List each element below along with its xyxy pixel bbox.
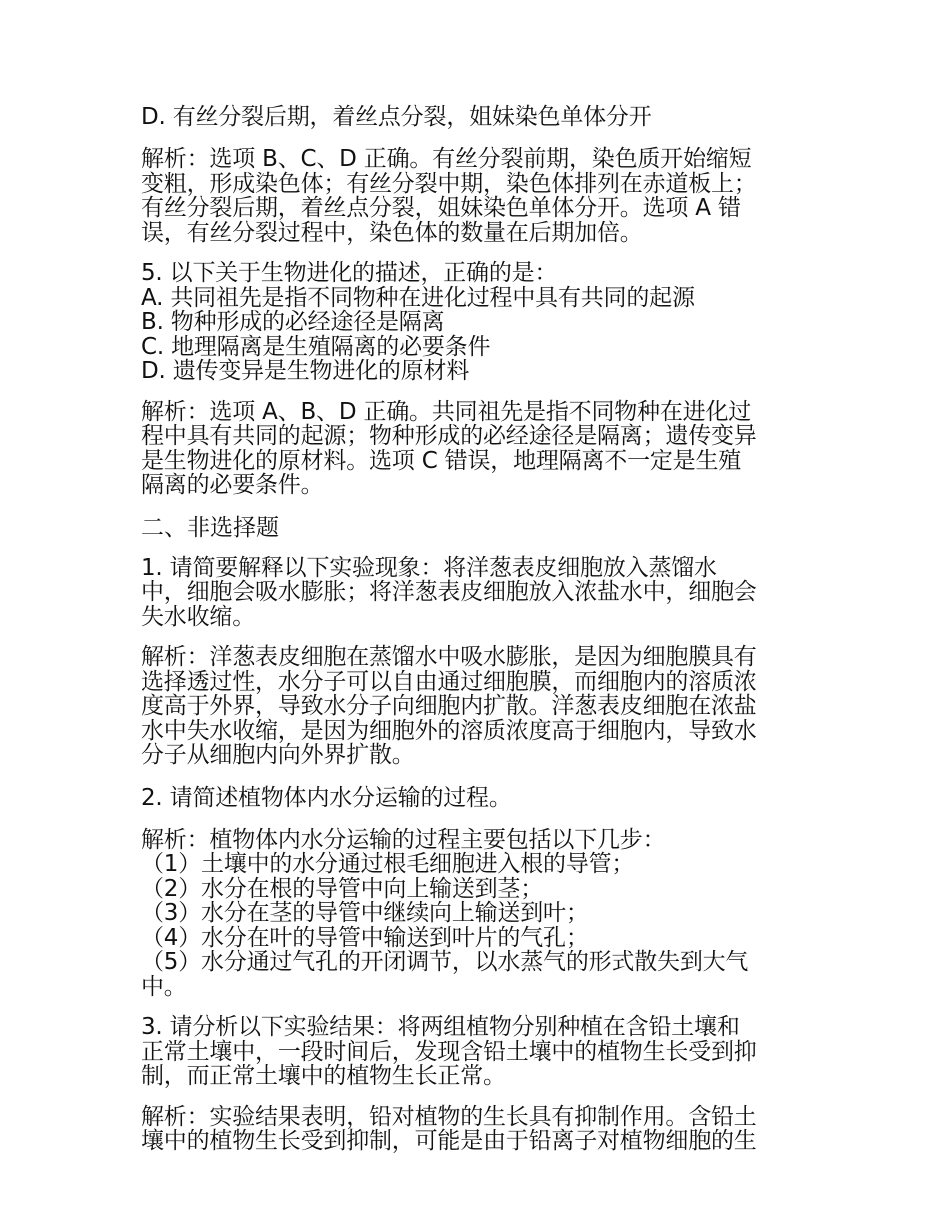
text-line: 有丝分裂后期，着丝点分裂，姐妹染色单体分开。选项 A 错 bbox=[141, 195, 741, 221]
paragraph bbox=[141, 103, 813, 131]
text-line: 分子从细胞内向外界扩散。 bbox=[141, 742, 415, 768]
text-line: 壤中的植物生长受到抑制，可能是由于铅离子对植物细胞的生 bbox=[141, 1128, 757, 1154]
text-line: 中，细胞会吸水膨胀；将洋葱表皮细胞放入浓盐水中，细胞会 bbox=[141, 579, 757, 605]
paragraph bbox=[141, 1105, 813, 1154]
document-page bbox=[141, 103, 813, 1170]
text-line: 二、非选择题 bbox=[141, 514, 279, 541]
text-line: 制，而正常土壤中的植物生长正常。 bbox=[141, 1063, 506, 1089]
paragraph bbox=[141, 147, 813, 245]
text-line: （3）水分在茎的导管中继续向上输送到叶； bbox=[141, 900, 589, 926]
text-line: 水中失水收缩，是因为细胞外的溶质浓度高于细胞内，导致水 bbox=[141, 717, 757, 744]
paragraph bbox=[141, 645, 813, 768]
text-line: 误，有丝分裂过程中，染色体的数量在后期加倍。 bbox=[141, 219, 643, 246]
paragraph bbox=[141, 828, 813, 1000]
text-line: C. 地理隔离是生殖隔离的必要条件 bbox=[141, 333, 491, 360]
text-line: 1. 请简要解释以下实验现象：将洋葱表皮细胞放入蒸馏水 bbox=[141, 554, 717, 581]
text-line: D. 有丝分裂后期，着丝点分裂，姐妹染色单体分开 bbox=[141, 104, 652, 130]
text-line: A. 共同祖先是指不同物种在进化过程中具有共同的起源 bbox=[141, 284, 695, 311]
paragraph bbox=[141, 556, 813, 630]
text-line: D. 遗传变异是生物进化的原材料 bbox=[141, 358, 470, 384]
text-line: 中。 bbox=[141, 973, 187, 1000]
paragraph bbox=[141, 784, 813, 812]
text-line: 2. 请简述植物体内水分运输的过程。 bbox=[141, 784, 512, 811]
text-line: 选择透过性，水分子可以自由通过细胞膜，而细胞内的溶质浓 bbox=[141, 668, 757, 695]
text-line: 失水收缩。 bbox=[141, 603, 256, 630]
text-line: 解析：选项 A、B、D 正确。共同祖先是指不同物种在进化过 bbox=[141, 398, 752, 425]
text-line: （2）水分在根的导管中向上输送到茎； bbox=[141, 875, 544, 902]
text-line: （1）土壤中的水分通过根毛细胞进入根的导管； bbox=[141, 851, 635, 877]
text-line: 解析：选项 B、C、D 正确。有丝分裂前期，染色质开始缩短 bbox=[141, 146, 752, 172]
text-line: 隔离的必要条件。 bbox=[141, 472, 324, 498]
text-line: （5）水分通过气孔的开闭调节，以水蒸气的形式散失到大气 bbox=[141, 949, 749, 975]
paragraph bbox=[141, 1015, 813, 1089]
text-line: 5. 以下关于生物进化的描述，正确的是： bbox=[141, 260, 558, 286]
text-line: 是生物进化的原材料。选项 C 错误，地理隔离不一定是生殖 bbox=[141, 447, 742, 474]
text-line: （4）水分在叶的导管中输送到叶片的气孔； bbox=[141, 924, 589, 951]
text-line: 变粗，形成染色体；有丝分裂中期，染色体排列在赤道板上； bbox=[141, 170, 757, 197]
text-line: B. 物种形成的必经途径是隔离 bbox=[141, 309, 445, 335]
text-line: 解析：实验结果表明，铅对植物的生长具有抑制作用。含铅土 bbox=[141, 1103, 757, 1130]
text-line: 正常土壤中，一段时间后，发现含铅土壤中的植物生长受到抑 bbox=[141, 1038, 757, 1065]
text-line: 解析：植物体内水分运输的过程主要包括以下几步： bbox=[141, 826, 666, 853]
text-line: 程中具有共同的起源；物种形成的必经途径是隔离；遗传变异 bbox=[141, 423, 757, 449]
text-line: 3. 请分析以下实验结果：将两组植物分别种植在含铅土壤和 bbox=[141, 1014, 740, 1040]
paragraph bbox=[141, 400, 813, 498]
paragraph bbox=[141, 261, 813, 384]
section-heading bbox=[141, 514, 813, 542]
text-line: 度高于外界，导致水分子向细胞内扩散。洋葱表皮细胞在浓盐 bbox=[141, 693, 757, 719]
text-line: 解析：洋葱表皮细胞在蒸馏水中吸水膨胀，是因为细胞膜具有 bbox=[141, 644, 757, 670]
